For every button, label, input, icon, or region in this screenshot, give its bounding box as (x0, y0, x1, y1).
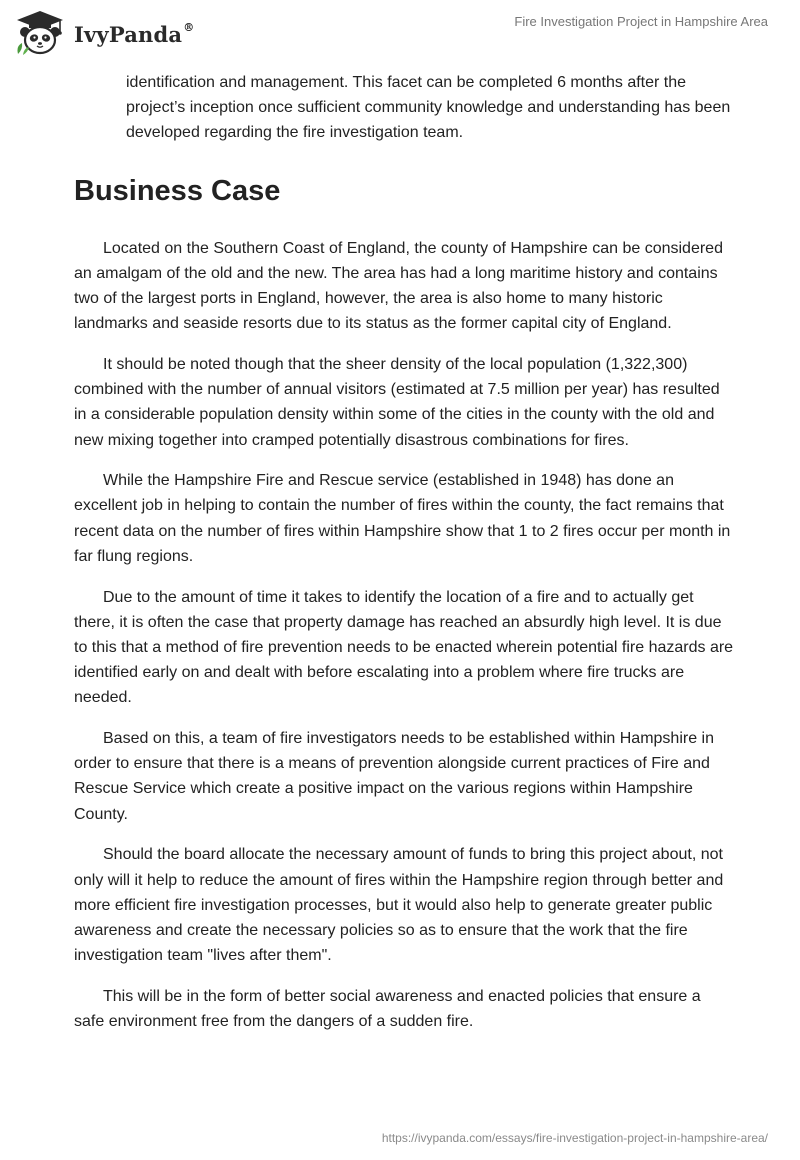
section-heading: Business Case (74, 174, 281, 207)
page-header (0, 0, 800, 64)
list-item-continuation: identification and management. This facet can be completed 6 months after the project’s inception once sufficient community knowledge and understanding has been developed regarding the fire investigation team. (126, 74, 731, 142)
paragraph-1: Located on the Southern Coast of England, the county of Hampshire can be considered an amalgam of the old and the new. The area has had a long maritime history and contains two of the largest ports in England, however, the area is also home to many historic landmarks and seaside resorts due to its status as the former capital city of England. (74, 239, 723, 333)
document-title: Fire Investigation Project in Hampshire Area (514, 14, 768, 29)
essay-content (74, 70, 734, 1050)
panda-graduate-icon (14, 10, 66, 56)
registered-mark: ® (183, 20, 195, 34)
brand-name: IvyPanda® (74, 20, 195, 47)
paragraph-3: While the Hampshire Fire and Rescue service (established in 1948) has done an excellent job in helping to contain the number of fires within the county, the fact remains that recent data on the number of fires within Hampshire show that 1 to 2 fires occur per month in far flung regions. (74, 472, 731, 565)
paragraph-7: This will be in the form of better social awareness and enacted policies that ensure a safe environment free from the dangers of a sudden fire. (74, 987, 701, 1031)
paragraph-2: It should be noted though that the sheer density of the local population (1,322,300) combined with the number of annual visitors (estimated at 7.5 million per year) has resulted in a considerable population density within some of the cities in the county with the old and new mixing together into cramped potentially disastrous combinations for fires. (74, 355, 720, 449)
paragraph-4: Due to the amount of time it takes to identify the location of a fire and to actually get there, it is often the case that property damage has reached an absurdly high level. It is due to this that a method of fire prevention needs to be enacted wherein potential fire hazards are identified early on and dealt with before escalating into a problem where fire trucks are needed. (74, 588, 734, 707)
ivypanda-logo[interactable] (14, 8, 204, 58)
source-url[interactable]: https://ivypanda.com/essays/fire-investigation-project-in-hampshire-area/ (381, 1131, 768, 1145)
paragraph-6: Should the board allocate the necessary amount of funds to bring this project about, not only will it help to reduce the amount of fires within the Hampshire region through better and more efficient fire investigation processes, but it would also help to generate greater public awareness and create the necessary policies so as to ensure that the work that the fire investigation team "lives after them". (74, 846, 724, 965)
paragraph-5: Based on this, a team of fire investigators needs to be established within Hampshire in order to ensure that there is a means of prevention alongside current practices of Fire and Rescue Service which create a positive impact on the various regions within Hampshire County. (74, 730, 714, 823)
